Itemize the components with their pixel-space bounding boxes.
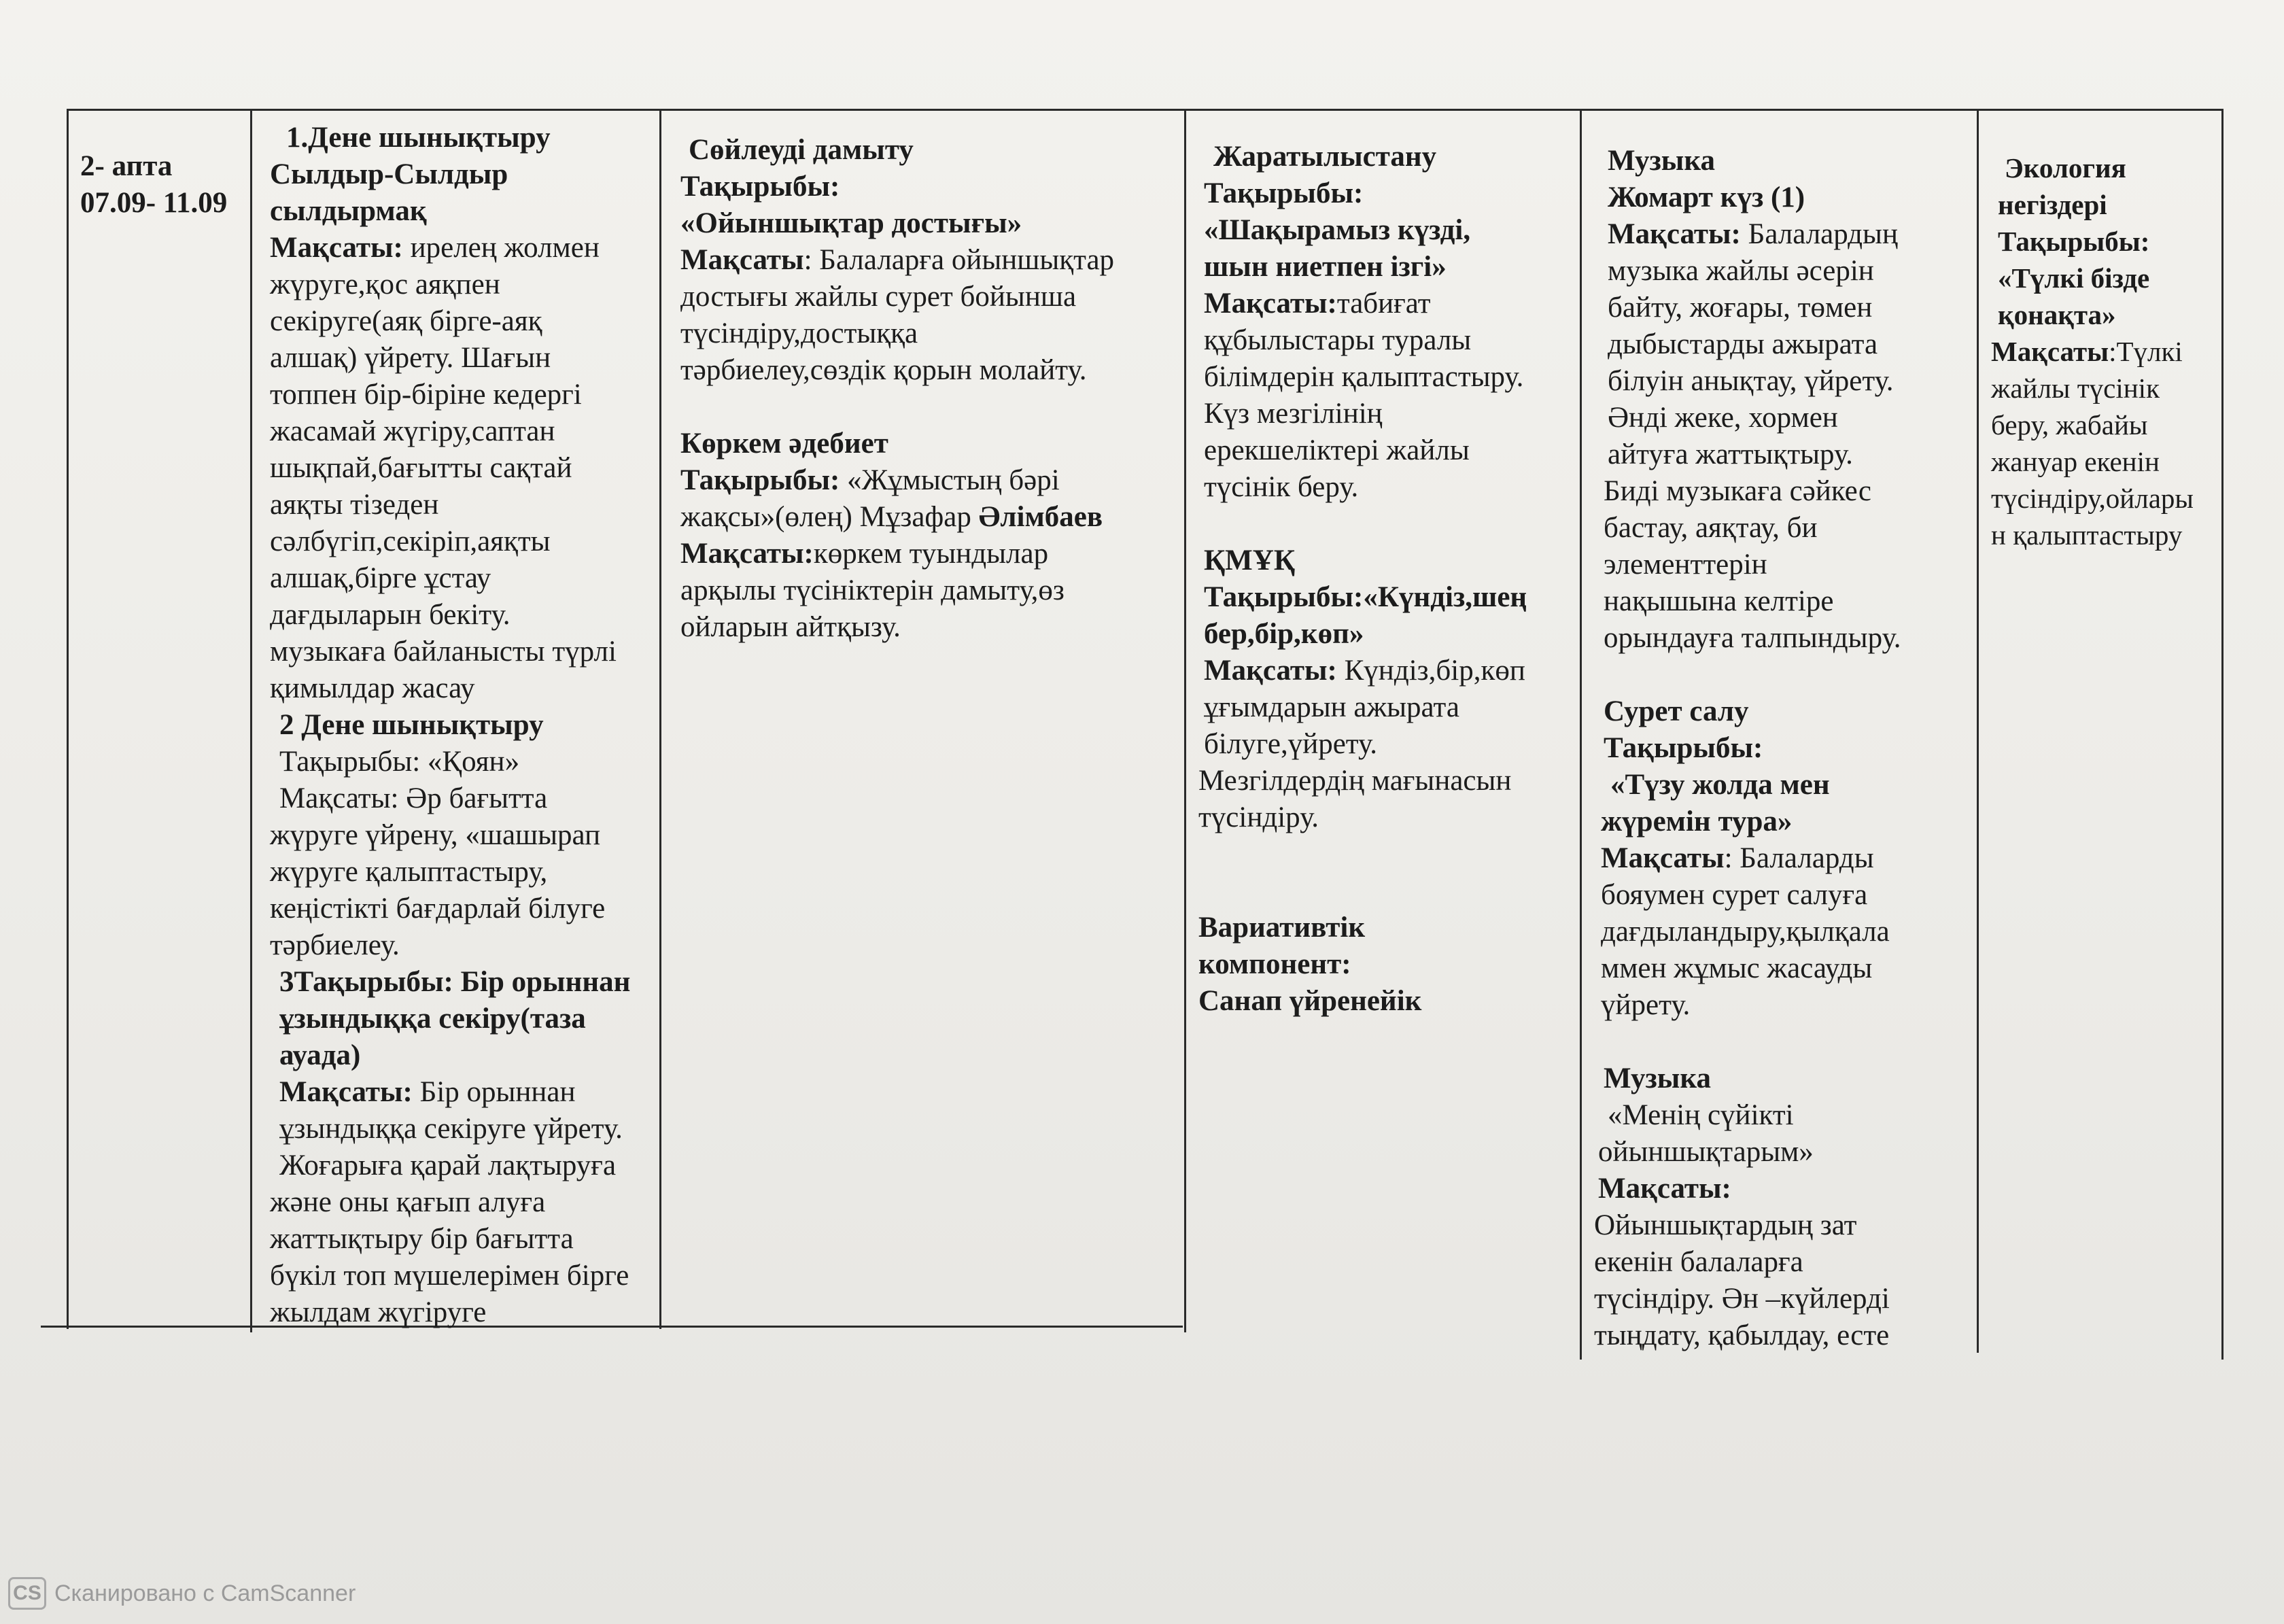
pe3-line: және оны қағып алуға bbox=[270, 1186, 546, 1218]
nature-topic: «Шақырамыз күзді, bbox=[1204, 214, 1471, 246]
pe1-title-1: 1.Дене шынықтыру bbox=[286, 122, 551, 154]
music1-goal-line: Әнді жеке, хормен bbox=[1608, 402, 1838, 434]
music2-goal-line: түсіндіру. Ән –күйлерді bbox=[1594, 1283, 1890, 1315]
music1-goal-line: бастау, аяқтау, би bbox=[1604, 512, 1818, 544]
literature-topic-line-2: жақсы»(өлең) Мұзафар Әлімбаев bbox=[680, 501, 1103, 533]
music2-goal-line: Ойыншықтардың зат bbox=[1594, 1209, 1857, 1241]
literature-goal-first-line: Мақсаты:көркем туындылар bbox=[680, 538, 1049, 570]
music1-title: Музыка bbox=[1608, 145, 1715, 177]
drawing-goal-line: ммен жұмыс жасауды bbox=[1601, 952, 1873, 984]
music1-goal-line: байту, жоғары, төмен bbox=[1608, 292, 1873, 324]
camscanner-watermark bbox=[8, 1577, 356, 1610]
speech-goal-first-line: Мақсаты: Балаларға ойыншықтар bbox=[680, 244, 1115, 276]
ecology-title: негіздері bbox=[1998, 189, 2107, 220]
drawing-goal-line: бояумен сурет салуға bbox=[1601, 879, 1868, 911]
column-speech-literature bbox=[659, 109, 1184, 1329]
music2-topic: ойыншықтарым» bbox=[1598, 1136, 1814, 1168]
nature-goal-line: Күз мезгілінің bbox=[1204, 398, 1383, 430]
music1-goal-first-line: Мақсаты: Балалардың bbox=[1608, 218, 1898, 250]
music1-goal-line: музыка жайлы әсерін bbox=[1608, 255, 1874, 287]
pe1-goal-line: алшақ,бірге ұстау bbox=[270, 562, 491, 594]
pe2-line: Тақырыбы: «Қоян» bbox=[279, 746, 520, 778]
drawing-topic: «Түзу жолда мен bbox=[1610, 769, 1830, 801]
math-goal-first-line: Мақсаты: Күндіз,бір,көп bbox=[1204, 655, 1525, 687]
pe1-goal-line: жүруге,қос аяқпен bbox=[270, 269, 500, 300]
pe1-goal-first-line: Мақсаты: ирелең жолмен bbox=[270, 232, 600, 264]
pe3-line: ұзындыққа секіруге үйрету. bbox=[279, 1113, 623, 1145]
column-physical-education bbox=[250, 109, 659, 1332]
pe2-title: 2 Дене шынықтыру bbox=[279, 709, 544, 741]
pe1-goal-line: жасамай жүгіру,саптан bbox=[270, 415, 555, 447]
music1-goal-line: дыбыстарды ажырата bbox=[1608, 328, 1878, 360]
pe1-goal-line: аяқты тізеден bbox=[270, 489, 439, 521]
music1-topic: Жомарт күз (1) bbox=[1608, 182, 1805, 213]
music1-goal-line: Биді музыкаға сәйкес bbox=[1604, 475, 1871, 507]
literature-goal-line: арқылы түсініктерін дамыту,өз bbox=[680, 574, 1065, 606]
pe3-title: 3Тақырыбы: Бір орыннан bbox=[279, 966, 631, 998]
camscanner-text: Сканировано с CamScanner bbox=[54, 1580, 356, 1606]
column-ecology bbox=[1977, 109, 2221, 1353]
drawing-goal-line: дағдыландыру,қылқала bbox=[1601, 916, 1890, 948]
column-music-drawing bbox=[1580, 109, 1977, 1360]
literature-goal-line: ойларын айтқызу. bbox=[680, 611, 901, 643]
pe3-title: ауада) bbox=[279, 1039, 361, 1071]
variative-line: компонент: bbox=[1198, 948, 1351, 980]
nature-goal-line: түсінік беру. bbox=[1204, 471, 1359, 503]
nature-topic-label: Тақырыбы: bbox=[1204, 177, 1364, 209]
nature-topic: шын ниетпен ізгі» bbox=[1204, 251, 1447, 283]
drawing-topic: жүремін тура» bbox=[1601, 806, 1793, 837]
week-label: 2- апта bbox=[80, 150, 173, 182]
ecology-goal-line: түсіндіру,ойлары bbox=[1991, 483, 2194, 514]
camscanner-logo-icon: CS bbox=[8, 1577, 46, 1610]
ecology-goal-line: жайлы түсінік bbox=[1991, 373, 2160, 404]
pe1-goal-line: секіруге(аяқ бірге-аяқ bbox=[270, 305, 542, 337]
nature-title: Жаратылыстану bbox=[1213, 141, 1437, 173]
math-topic: Тақырыбы:«Күндіз,шең bbox=[1204, 581, 1527, 613]
drawing-goal-first-line: Мақсаты: Балаларды bbox=[1601, 842, 1874, 874]
ecology-goal-line: жануар екенін bbox=[1991, 446, 2160, 477]
pe1-goal-line: музыкаға байланысты түрлі bbox=[270, 636, 617, 668]
music2-topic: «Менің сүйікті bbox=[1608, 1099, 1794, 1131]
pe1-title-3: сылдырмақ bbox=[270, 195, 427, 227]
pe1-goal-line: топпен бір-біріне кедергі bbox=[270, 379, 582, 411]
music1-goal-line: элементтерін bbox=[1604, 549, 1767, 581]
ecology-goal-line: н қалыптастыру bbox=[1991, 519, 2183, 551]
pe1-goal-line: алшақ) үйрету. Шағын bbox=[270, 342, 551, 374]
ecology-topic: «Түлкі бізде bbox=[1998, 262, 2150, 294]
pe1-goal-line: дағдыларын бекіту. bbox=[270, 599, 511, 631]
math-goal-line: ұғымдарын ажырата bbox=[1204, 691, 1459, 723]
drawing-title: Сурет салу bbox=[1604, 695, 1749, 727]
music1-goal-line: нақышына келтіре bbox=[1604, 585, 1834, 617]
music2-goal-line: екенін балаларға bbox=[1594, 1246, 1803, 1278]
drawing-goal-line: үйрету. bbox=[1601, 989, 1691, 1021]
table-left-border bbox=[67, 109, 69, 1329]
drawing-topic-label: Тақырыбы: bbox=[1604, 732, 1763, 764]
table-right-border bbox=[2221, 109, 2224, 1360]
literature-title: Көркем әдебиет bbox=[680, 428, 888, 460]
pe2-line: тәрбиелеу. bbox=[270, 929, 400, 961]
math-topic: бер,бір,көп» bbox=[1204, 618, 1364, 650]
speech-topic: «Ойыншықтар достығы» bbox=[680, 207, 1022, 239]
music2-goal-label: Мақсаты: bbox=[1598, 1173, 1731, 1205]
music1-goal-line: орындауға талпындыру. bbox=[1604, 622, 1901, 654]
pe3-line: Жоғарыға қарай лақтыруға bbox=[279, 1150, 617, 1181]
nature-goal-line: білімдерін қалыптастыру. bbox=[1204, 361, 1524, 393]
pe3-goal-first-line: Мақсаты: Бір орыннан bbox=[279, 1076, 576, 1108]
column-nature-math bbox=[1184, 109, 1580, 1332]
variative-line: Вариативтік bbox=[1198, 912, 1366, 944]
math-goal-line: түсіндіру. bbox=[1198, 801, 1319, 833]
ecology-goal-line: беру, жабайы bbox=[1991, 409, 2148, 440]
ecology-topic: қонақта» bbox=[1998, 299, 2116, 330]
pe1-goal-line: шықпай,бағытты сақтай bbox=[270, 452, 572, 484]
pe1-goal-line: қимылдар жасау bbox=[270, 672, 475, 704]
music2-title: Музыка bbox=[1604, 1062, 1711, 1094]
pe2-line: жүруге үйрену, «шашырап bbox=[270, 819, 601, 851]
ecology-title: Экология bbox=[2005, 152, 2126, 184]
speech-title: Сөйлеуді дамыту bbox=[689, 134, 914, 166]
speech-goal-line: тәрбиелеу,сөздік қорын молайту. bbox=[680, 354, 1087, 386]
math-title: ҚМҰҚ bbox=[1204, 545, 1295, 576]
week-dates: 07.09- 11.09 bbox=[80, 187, 228, 219]
pe3-line: жаттықтыру бір бағытта bbox=[270, 1223, 574, 1255]
math-goal-line: білуге,үйрету. bbox=[1204, 728, 1377, 760]
pe3-title: ұзындыққа секіру(таза bbox=[279, 1003, 586, 1035]
week-column bbox=[67, 109, 250, 222]
nature-goal-first-line: Мақсаты:табиғат bbox=[1204, 288, 1431, 319]
pe3-line: бүкіл топ мүшелерімен бірге bbox=[270, 1260, 629, 1292]
ecology-goal-first-line: Мақсаты:Түлкі bbox=[1991, 336, 2183, 367]
literature-topic-line-1: Тақырыбы: «Жұмыстың бәрі bbox=[680, 464, 1060, 496]
nature-goal-line: құбылыстары туралы bbox=[1204, 324, 1472, 356]
music1-goal-line: айтуға жаттықтыру. bbox=[1608, 438, 1853, 470]
pe2-line: кеңістікті бағдарлай білуге bbox=[270, 893, 606, 925]
math-goal-line: Мезгілдердің мағынасын bbox=[1198, 765, 1512, 797]
pe3-line: жылдам жүгіруге bbox=[270, 1296, 487, 1328]
music1-goal-line: білуін анықтау, үйрету. bbox=[1608, 365, 1894, 397]
variative-line: Санап үйренейік bbox=[1198, 985, 1422, 1017]
pe2-line: Мақсаты: Әр бағытта bbox=[279, 782, 548, 814]
speech-goal-line: достығы жайлы сурет бойынша bbox=[680, 281, 1077, 313]
pe1-title-2: Сылдыр-Сылдыр bbox=[270, 158, 508, 190]
speech-topic-label: Тақырыбы: bbox=[680, 171, 840, 203]
nature-goal-line: ерекшеліктері жайлы bbox=[1204, 434, 1470, 466]
pe2-line: жүруге қалыптастыру, bbox=[270, 856, 548, 888]
ecology-topic-label: Тақырыбы: bbox=[1998, 226, 2150, 257]
pe1-goal-line: сәлбүгіп,секіріп,аяқты bbox=[270, 525, 551, 557]
music2-goal-line: тыңдату, қабылдау, есте bbox=[1594, 1319, 1890, 1351]
speech-goal-line: түсіндіру,достыққа bbox=[680, 317, 918, 349]
